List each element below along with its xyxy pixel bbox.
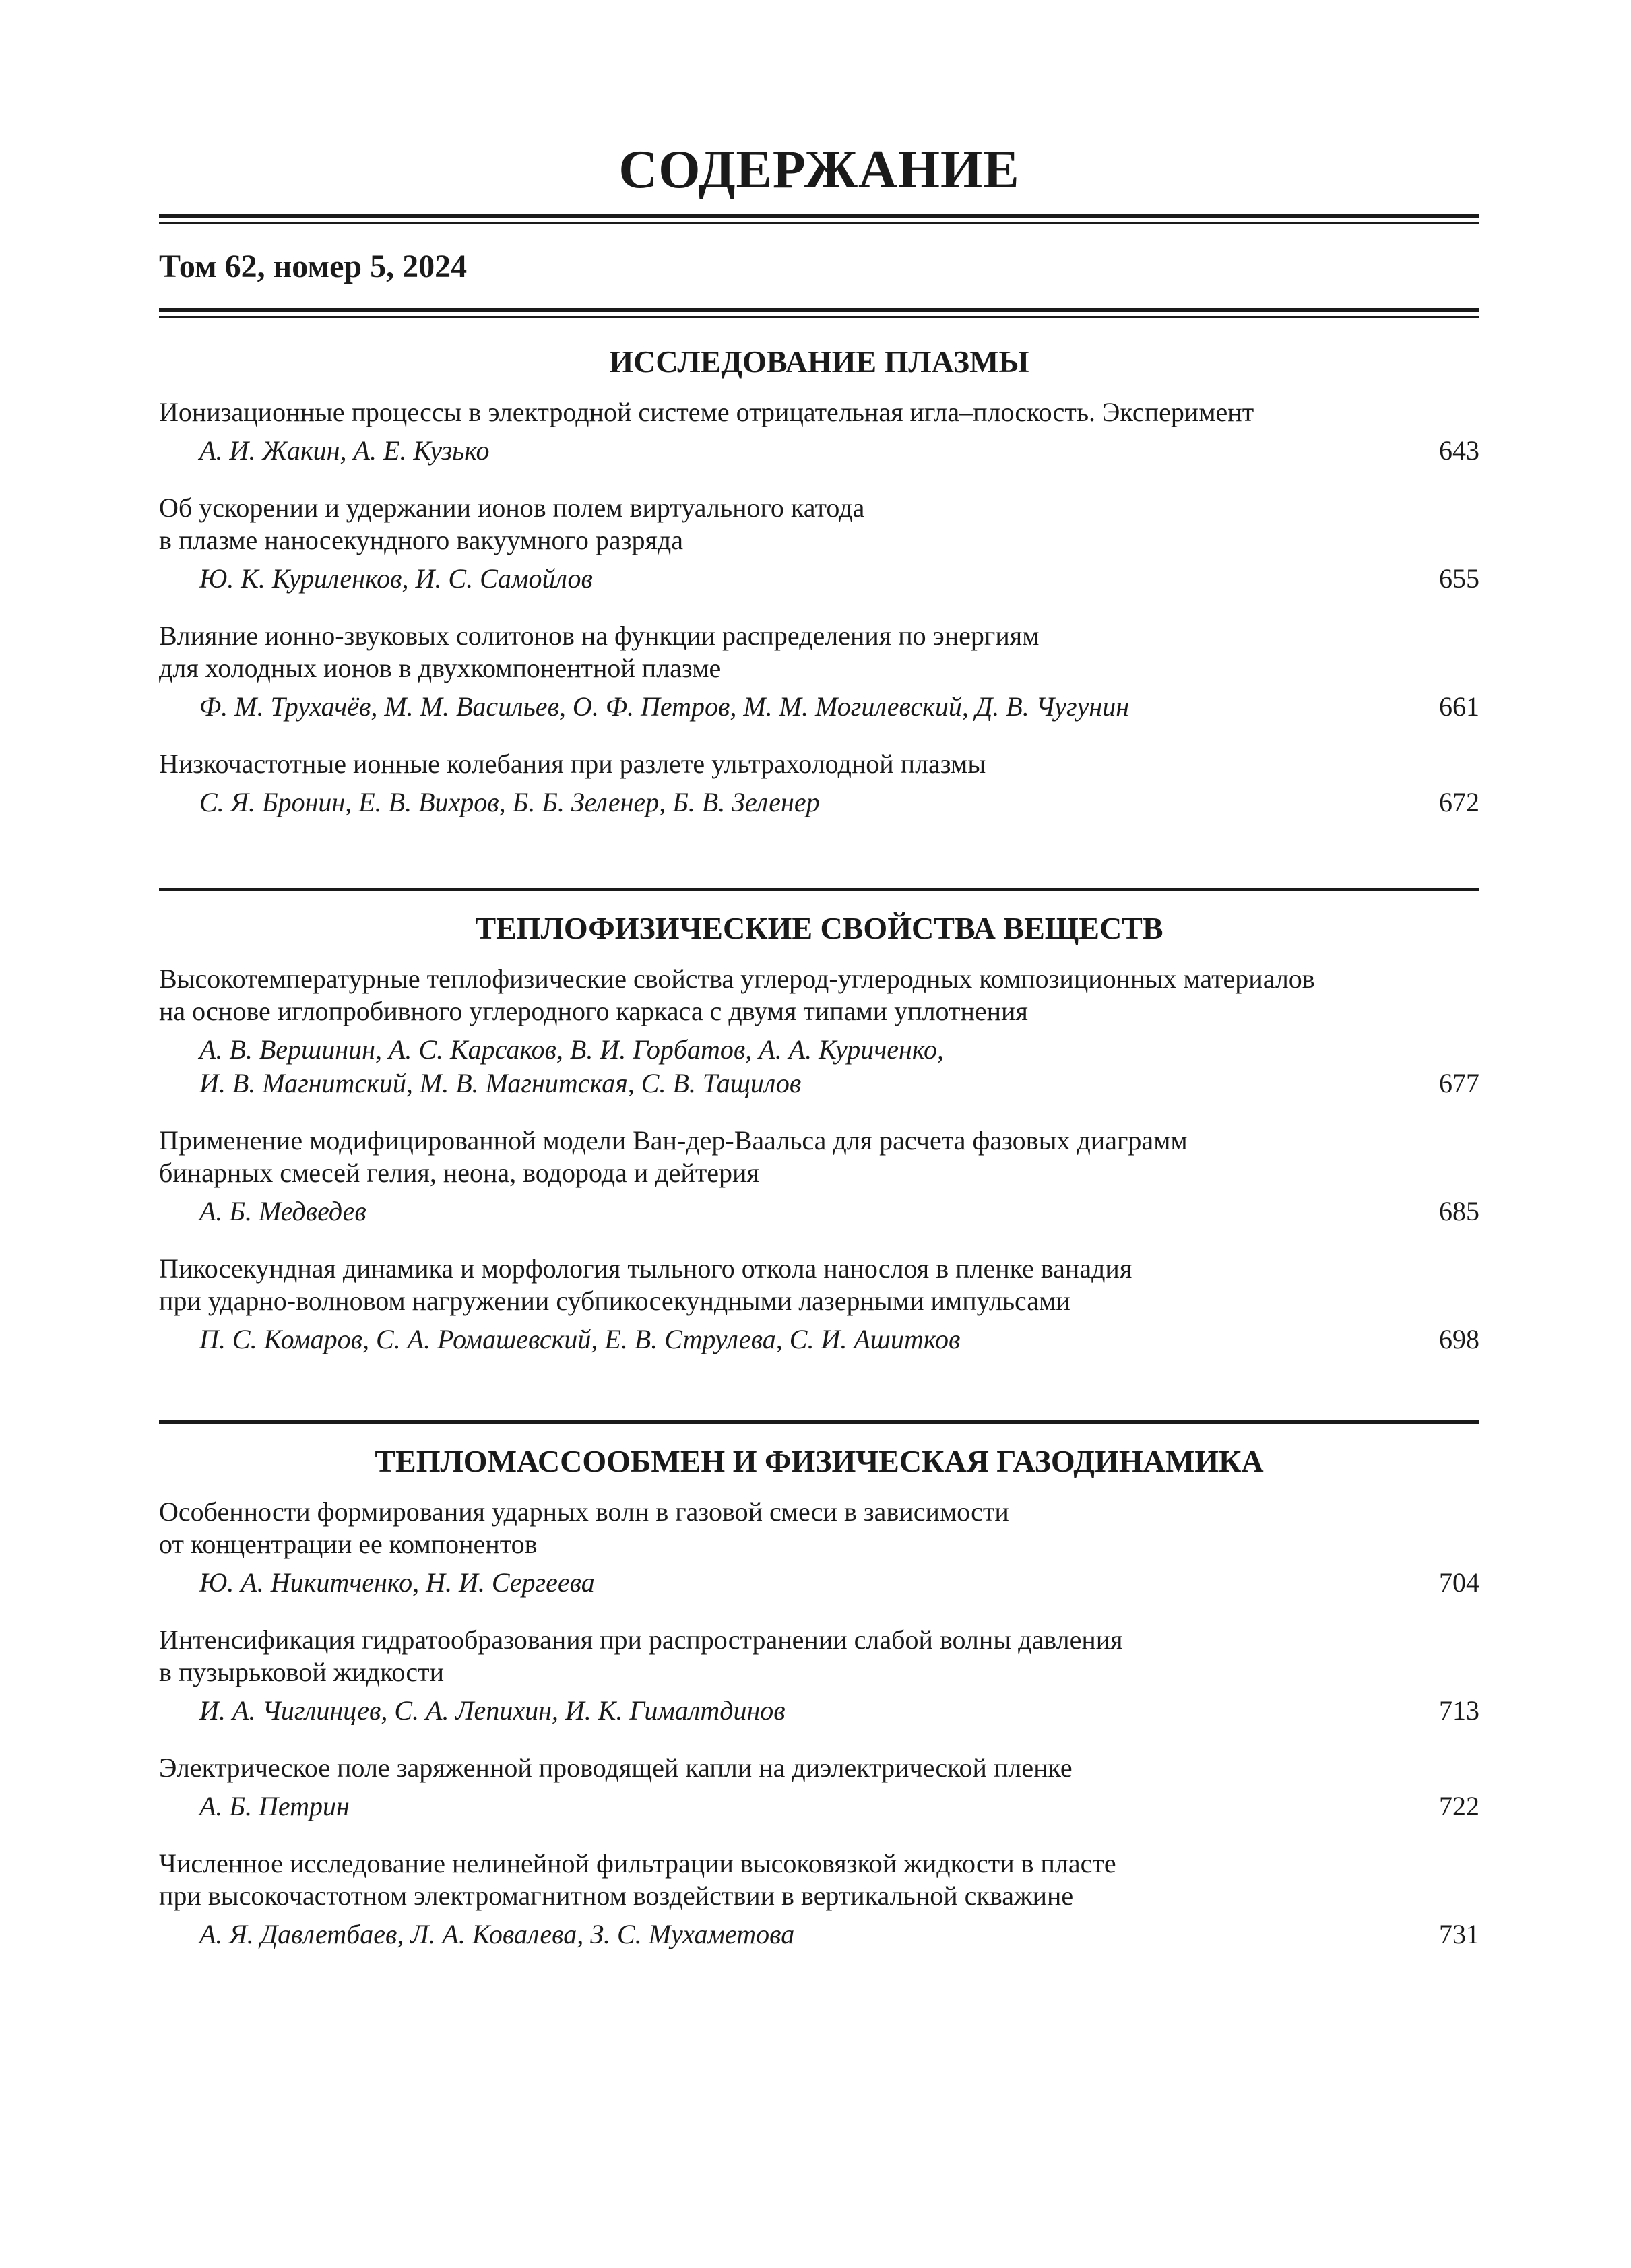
entry-page-number: 698 [1439, 1324, 1479, 1354]
entry-title-line: при высокочастотном электромагнитном воздействии в вертикальной скважине [159, 1881, 1074, 1911]
entry-title-line: от концентрации ее компонентов [159, 1529, 538, 1559]
entry-title [159, 1253, 1479, 1317]
title-rule-top [159, 214, 1479, 218]
entry-title [159, 492, 1479, 557]
entry-title-line: Низкочастотные ионные колебания при разлете ультрахолодной плазмы [159, 749, 986, 779]
toc-entry[interactable] [159, 620, 1479, 724]
entry-author-line: Ф. М. Трухачёв, М. М. Васильев, О. Ф. Петров, М. М. Могилевский, Д. В. Чугунин [199, 691, 1130, 722]
entry-authors [159, 1033, 1479, 1100]
title-rule-bottom [159, 222, 1479, 224]
entry-title [159, 620, 1479, 685]
entry-page-number: 713 [1439, 1695, 1479, 1726]
toc-entry[interactable] [159, 748, 1479, 819]
entry-title [159, 396, 1479, 429]
section-entries [159, 396, 1479, 819]
entry-page-number: 704 [1439, 1567, 1479, 1598]
entry-authors [159, 1566, 1479, 1600]
toc-entry[interactable] [159, 1848, 1479, 1951]
entry-title-line: в пузырьковой жидкости [159, 1657, 445, 1687]
entry-title-line: при ударно-волновом нагружении субпикосекундными лазерными импульсами [159, 1286, 1070, 1316]
toc-entry[interactable] [159, 1752, 1479, 1823]
toc-entry[interactable] [159, 492, 1479, 596]
entry-authors [159, 1323, 1479, 1356]
entry-authors [159, 562, 1479, 596]
entry-authors [159, 786, 1479, 819]
entry-title-line: Влияние ионно-звуковых солитонов на функции распределения по энергиям [159, 621, 1040, 651]
entry-title [159, 1496, 1479, 1561]
entry-author-line: А. Я. Давлетбаев, Л. А. Ковалева, З. С. Мухаметова [199, 1919, 795, 1949]
entry-page-number: 685 [1439, 1196, 1479, 1226]
entry-title [159, 1624, 1479, 1689]
entry-authors [159, 690, 1479, 724]
entry-page-number: 677 [1439, 1068, 1479, 1098]
section-title: ТЕПЛОМАССООБМЕН И ФИЗИЧЕСКАЯ ГАЗОДИНАМИКА [375, 1444, 1264, 1478]
toc-entry[interactable] [159, 1253, 1479, 1356]
entry-author-line: И. В. Магнитский, М. В. Магнитская, С. В. Тащилов [199, 1068, 802, 1098]
entry-title-line: Об ускорении и удержании ионов полем виртуального катода [159, 493, 865, 523]
entry-author-line: А. В. Вершинин, А. С. Карсаков, В. И. Горбатов, А. А. Куриченко, [199, 1034, 945, 1065]
entry-author-line: Ю. К. Куриленков, И. С. Самойлов [199, 563, 593, 594]
entry-author-line: А. Б. Медведев [199, 1196, 366, 1226]
entry-title-line: Электрическое поле заряженной проводящей капли на диэлектрической пленке [159, 1753, 1073, 1783]
entry-title-line: Высокотемпературные теплофизические свойства углерод-углеродных композиционных материалов [159, 964, 1315, 994]
issue-rule-top [159, 308, 1479, 312]
section-entries [159, 1496, 1479, 1951]
entry-title [159, 748, 1479, 780]
issue-info: Том 62, номер 5, 2024 [159, 249, 468, 284]
entry-author-line: А. И. Жакин, А. Е. Кузько [199, 435, 490, 466]
entry-page-number: 661 [1439, 691, 1479, 722]
entry-title-line: Ионизационные процессы в электродной системе отрицательная игла–плоскость. Эксперимент [159, 397, 1254, 427]
toc-entry[interactable] [159, 963, 1479, 1100]
entry-page-number: 643 [1439, 435, 1479, 466]
entry-page-number: 672 [1439, 787, 1479, 817]
entry-authors [159, 1195, 1479, 1228]
section-thermophysical [159, 913, 1479, 1356]
entry-authors [159, 1694, 1479, 1728]
entry-page-number: 722 [1439, 1791, 1479, 1821]
section-plasma [159, 346, 1479, 819]
entry-title-line: бинарных смесей гелия, неона, водорода и дейтерия [159, 1158, 759, 1188]
entry-title-line: на основе иглопробивного углеродного каркаса с двумя типами уплотнения [159, 996, 1028, 1026]
section-divider [159, 888, 1479, 891]
entry-authors [159, 1918, 1479, 1951]
entry-title-line: Численное исследование нелинейной фильтрации высоковязкой жидкости в пласте [159, 1848, 1116, 1879]
toc-entry[interactable] [159, 1624, 1479, 1728]
section-title: ТЕПЛОФИЗИЧЕСКИЕ СВОЙСТВА ВЕЩЕСТВ [475, 911, 1163, 945]
entry-author-line: Ю. А. Никитченко, Н. И. Сергеева [199, 1567, 595, 1598]
entry-title [159, 1848, 1479, 1912]
entry-title-line: Интенсификация гидратообразования при распространении слабой волны давления [159, 1625, 1123, 1655]
section-heat-mass-transfer [159, 1446, 1479, 1951]
entry-page-number: 655 [1439, 563, 1479, 594]
toc-entry[interactable] [159, 1496, 1479, 1600]
entry-authors [159, 1790, 1479, 1823]
entry-title [159, 1125, 1479, 1189]
page-title: СОДЕРЖАНИЕ [618, 140, 1020, 199]
entry-author-line: И. А. Чиглинцев, С. А. Лепихин, И. К. Гималтдинов [199, 1695, 786, 1726]
entry-title-line: Применение модифицированной модели Ван-дер-Ваальса для расчета фазовых диаграмм [159, 1125, 1188, 1156]
toc-entry[interactable] [159, 396, 1479, 468]
section-title: ИССЛЕДОВАНИЕ ПЛАЗМЫ [609, 344, 1029, 379]
entry-page-number: 731 [1439, 1919, 1479, 1949]
section-entries [159, 963, 1479, 1356]
entry-title-line: для холодных ионов в двухкомпонентной плазме [159, 653, 722, 683]
entry-title [159, 1752, 1479, 1784]
entry-title-line: Пикосекундная динамика и морфология тыльного откола нанослоя в пленке ванадия [159, 1253, 1132, 1284]
entry-title-line: Особенности формирования ударных волн в газовой смеси в зависимости [159, 1497, 1009, 1527]
toc-entry[interactable] [159, 1125, 1479, 1228]
entry-author-line: П. С. Комаров, С. А. Ромашевский, Е. В. Струлева, С. И. Ашитков [199, 1324, 961, 1354]
entry-author-line: С. Я. Бронин, Е. В. Вихров, Б. Б. Зеленер, Б. В. Зеленер [199, 787, 820, 817]
entry-title-line: в плазме наносекундного вакуумного разряда [159, 525, 683, 555]
entry-authors [159, 434, 1479, 468]
issue-rule-bottom [159, 316, 1479, 318]
section-divider [159, 1420, 1479, 1424]
entry-title [159, 963, 1479, 1028]
entry-author-line: А. Б. Петрин [199, 1791, 350, 1821]
